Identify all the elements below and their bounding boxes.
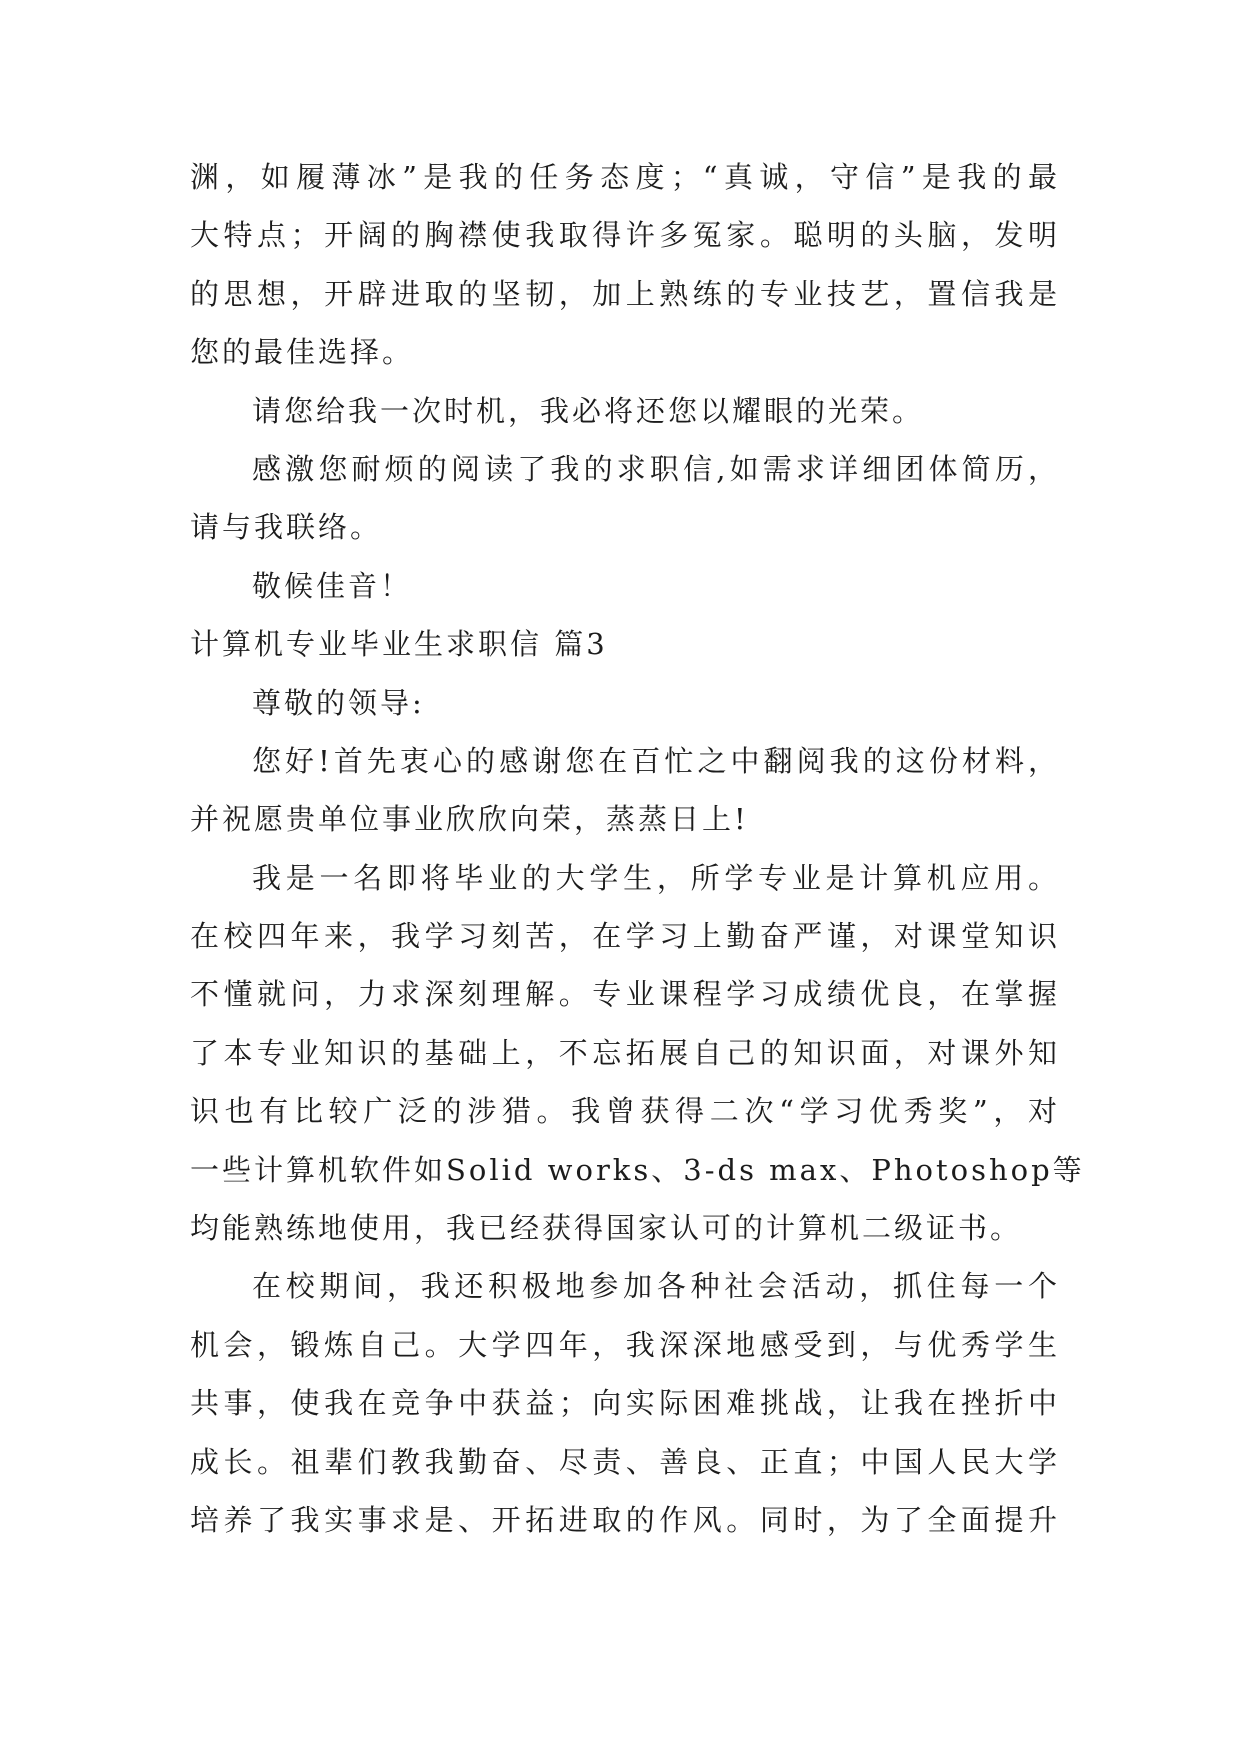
text-line: 在校四年来，我学习刻苦，在学习上勤奋严谨，对课堂知识 [190, 919, 1060, 954]
text-line: 渊，如履薄冰”是我的任务态度；“真诚，守信”是我的最 [190, 160, 1060, 194]
text-line: 成长。祖辈们教我勤奋、尽责、善良、正直；中国人民大学 [190, 1444, 1060, 1479]
text-line: 并祝愿贵单位事业欣欣向荣，蒸蒸日上! [190, 802, 749, 837]
closing-line: 敬候佳音！ [252, 568, 413, 603]
text-line: 共事，使我在竞争中获益；向实际困难挑战，让我在挫折中 [190, 1386, 1060, 1421]
text-line: 请您给我一次时机，我必将还您以耀眼的光荣。 [252, 393, 925, 428]
salutation: 尊敬的领导: [252, 685, 425, 720]
text-line: 请与我联络。 [190, 510, 383, 545]
text-line: 不懂就问，力求深刻理解。专业课程学习成绩优良，在掌握 [190, 977, 1060, 1012]
text-line: 均能熟练地使用，我已经获得国家认可的计算机二级证书。 [190, 1211, 1023, 1246]
document-page [190, 148, 1085, 1549]
text-line: 的思想，开辟进取的坚韧，加上熟练的专业技艺，置信我是 [190, 276, 1060, 311]
text-line: 您的最佳选择。 [190, 335, 415, 370]
text-line: 了本专业知识的基础上，不忘拓展自己的知识面，对课外知 [190, 1035, 1060, 1070]
text-line: 在校期间，我还积极地参加各种社会活动，抓住每一个 [252, 1269, 1060, 1304]
text-line: 识也有比较广泛的涉猎。我曾获得二次“学习优秀奖”，对 [190, 1094, 1060, 1129]
text-line: 大特点；开阔的胸襟使我取得许多冤家。聪明的头脑，发明 [190, 218, 1060, 253]
text-line: 培养了我实事求是、开拓进取的作风。同时，为了全面提升 [190, 1502, 1060, 1537]
text-line: 您好!首先衷心的感谢您在百忙之中翻阅我的这份材料， [252, 743, 1060, 778]
section-heading: 计算机专业毕业生求职信 篇3 [190, 627, 608, 662]
text-line: 机会，锻炼自己。大学四年，我深深地感受到，与优秀学生 [190, 1327, 1060, 1362]
text-line: 感激您耐烦的阅读了我的求职信,如需求详细团体简历， [252, 451, 1060, 486]
text-line: 一些计算机软件如Solid works、3-ds max、Photoshop等 [190, 1152, 1085, 1187]
text-line: 我是一名即将毕业的大学生，所学专业是计算机应用。 [252, 860, 1060, 895]
